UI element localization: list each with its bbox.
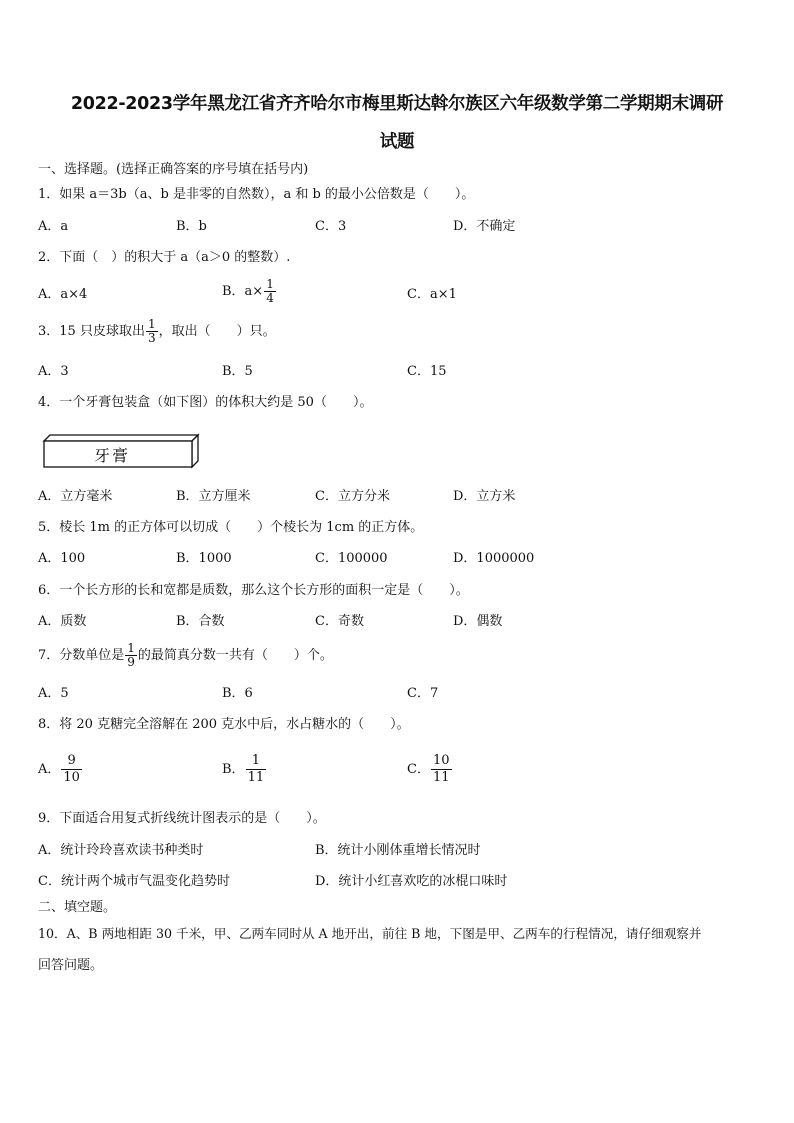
q3-fraction xyxy=(146,318,158,345)
q3-numerator: 1 xyxy=(147,317,156,331)
q7-denominator: 9 xyxy=(127,655,135,669)
toothpaste-box-figure xyxy=(42,433,202,469)
q8-a-denominator: 10 xyxy=(63,770,80,785)
q1-option-b: B．b xyxy=(176,219,207,234)
q7-numerator: 1 xyxy=(127,641,135,655)
question-10-line1: 10．A、B 两地相距 30 千米，甲、乙两车同时从 A 地开出，前往 B 地，下图是甲、乙两车的行程情况，请仔细观察并 xyxy=(38,926,702,941)
q8-b-numerator: 1 xyxy=(251,753,260,768)
q4-option-d: D．立方米 xyxy=(453,489,516,504)
q8-option-c-label: C． xyxy=(407,762,430,777)
q7-option-a: A．5 xyxy=(38,686,69,701)
q4-option-c: C．立方分米 xyxy=(315,489,390,504)
q2-b-numerator: 1 xyxy=(266,277,274,291)
q8-option-b-fraction xyxy=(246,753,267,786)
question-1-text: 1．如果 a＝3b（a、b 是非零的自然数），a 和 b 的最小公倍数是（ ）。 xyxy=(38,187,475,202)
q9-option-a: A．统计玲玲喜欢读书种类时 xyxy=(38,843,204,858)
q9-option-c: C．统计两个城市气温变化趋势时 xyxy=(38,874,230,889)
q8-option-c xyxy=(407,753,453,786)
q8-c-numerator: 10 xyxy=(432,753,450,768)
page-title-line2: 试题 xyxy=(379,132,415,152)
section-heading-fill-in: 二、填空题。 xyxy=(38,900,117,915)
q8-option-a xyxy=(38,753,83,786)
q8-b-denominator: 11 xyxy=(247,770,265,785)
question-7-text xyxy=(38,642,333,669)
q5-option-c: C．100000 xyxy=(315,551,388,566)
q2-option-b xyxy=(222,278,277,305)
q8-option-c-fraction xyxy=(431,753,452,786)
q2-option-c: C．a×1 xyxy=(407,287,457,302)
q4-option-b: B．立方厘米 xyxy=(176,489,251,504)
question-3-text xyxy=(38,318,276,345)
question-2-text: 2．下面（ ）的积大于 a（a＞0 的整数）. xyxy=(38,250,291,265)
q7-option-c: C．7 xyxy=(407,686,439,701)
q8-option-a-fraction xyxy=(61,753,82,786)
q7-option-b: B．6 xyxy=(222,686,253,701)
q7-fraction xyxy=(125,642,137,669)
q8-option-b xyxy=(222,753,267,786)
q1-option-c: C．3 xyxy=(315,219,347,234)
q3-text-pre: 3．15 只皮球取出 xyxy=(38,324,145,339)
question-9-text: 9．下面适合用复式折线统计图表示的是（ ）。 xyxy=(38,811,326,826)
q6-option-a: A．质数 xyxy=(38,614,87,629)
question-8-text: 8．将 20 克糖完全溶解在 200 克水中后，水占糖水的（ ）。 xyxy=(38,717,410,732)
toothpaste-box-label: 牙膏 xyxy=(94,446,131,465)
q5-option-d: D．1000000 xyxy=(453,551,535,566)
question-10-line2: 回答问题。 xyxy=(38,958,104,973)
q8-option-a-label: A． xyxy=(38,762,61,777)
question-5-text: 5．棱长 1m 的正方体可以切成（ ）个棱长为 1cm 的正方体。 xyxy=(38,520,424,535)
q1-option-d: D．不确定 xyxy=(453,219,516,234)
q3-option-b: B．5 xyxy=(222,364,253,379)
q2-option-a: A．a×4 xyxy=(38,287,88,302)
section-heading-choice: 一、选择题。(选择正确答案的序号填在括号内) xyxy=(38,162,309,177)
q2-option-b-label: B．a× xyxy=(222,284,264,299)
q7-text-pre: 7．分数单位是 xyxy=(38,648,125,663)
q6-option-b: B．合数 xyxy=(176,614,225,629)
q3-text-post: ，取出（ ）只。 xyxy=(158,324,276,339)
q8-option-b-label: B． xyxy=(222,762,245,777)
q5-option-a: A．100 xyxy=(38,551,86,566)
q9-option-d: D．统计小红喜欢吃的冰棍口味时 xyxy=(315,874,508,889)
q1-option-a: A．a xyxy=(38,219,69,234)
q4-option-a: A．立方毫米 xyxy=(38,489,113,504)
q3-option-a: A．3 xyxy=(38,364,69,379)
q8-a-numerator: 9 xyxy=(67,753,76,768)
page-title: 2022-2023学年黑龙江省齐齐哈尔市梅里斯达斡尔族区六年级数学第二学期期末调研 xyxy=(70,94,724,114)
q9-option-b: B．统计小刚体重增长情况时 xyxy=(315,843,481,858)
q6-option-c: C．奇数 xyxy=(315,614,364,629)
q3-option-c: C．15 xyxy=(407,364,447,379)
question-4-text: 4．一个牙膏包装盒（如下图）的体积大约是 50（ ）。 xyxy=(38,395,373,410)
q8-c-denominator: 11 xyxy=(432,770,450,785)
q2-option-b-fraction xyxy=(264,278,276,305)
q7-text-post: 的最简真分数一共有（ ）个。 xyxy=(137,648,333,663)
q5-option-b: B．1000 xyxy=(176,551,232,566)
q6-option-d: D．偶数 xyxy=(453,614,503,629)
q2-b-denominator: 4 xyxy=(266,291,274,305)
question-6-text: 6．一个长方形的长和宽都是质数，那么这个长方形的面积一定是（ ）。 xyxy=(38,583,469,598)
q3-denominator: 3 xyxy=(147,331,156,345)
